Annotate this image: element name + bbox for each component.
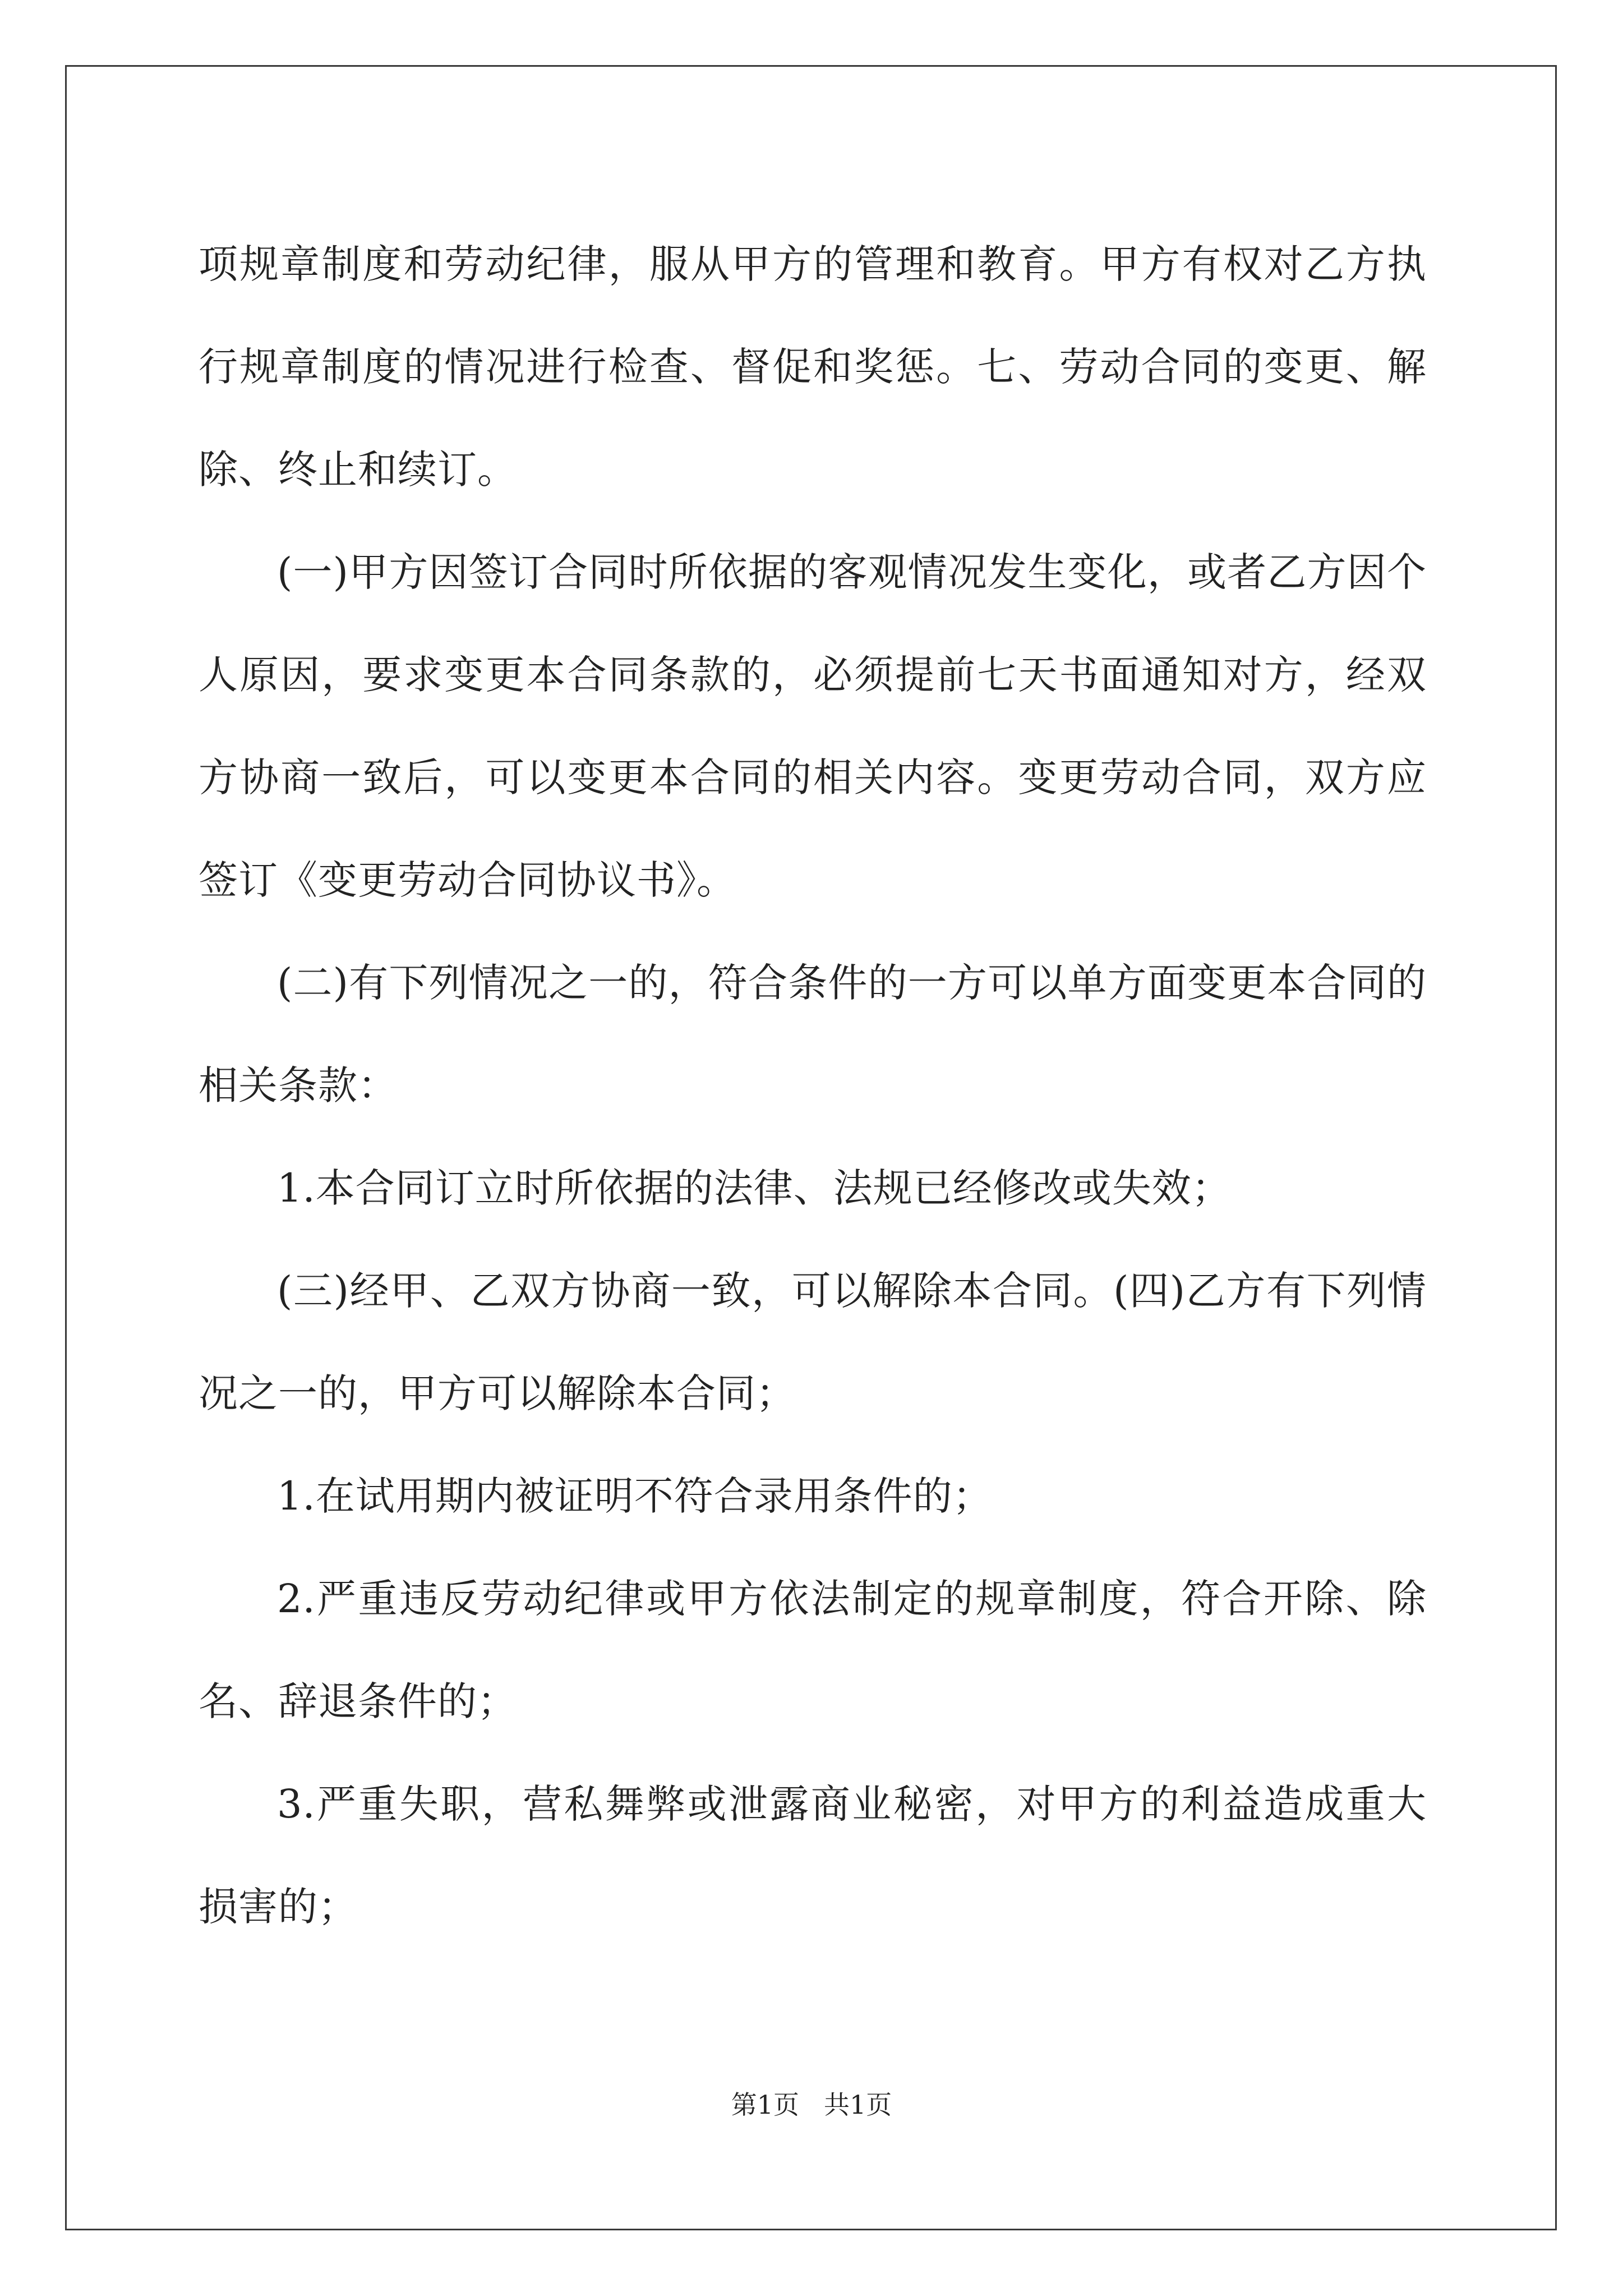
paragraph: 1.本合同订立时所依据的法律、法规已经修改或失效； <box>277 1165 1232 1211</box>
paragraph: 3.严重失职，营私舞弊或泄露商业秘密，对甲方的利益造成重大损害的； <box>199 1781 1427 1930</box>
document-body <box>199 213 1427 1958</box>
paragraph: 2.严重违反劳动纪律或甲方依法制定的规章制度，符合开除、除名、辞退条件的； <box>199 1576 1427 1724</box>
page-footer <box>0 2088 1623 2122</box>
paragraph: 项规章制度和劳动纪律，服从甲方的管理和教育。甲方有权对乙方执行规章制度的情况进行检查、督促和奖惩。七、劳动合同的变更、解除、终止和续订。 <box>199 241 1427 493</box>
paragraph: (三)经甲、乙双方协商一致，可以解除本合同。(四)乙方有下列情况之一的，甲方可以解除本合同； <box>199 1268 1427 1416</box>
page-total: 共1页 <box>823 2090 892 2120</box>
paragraph: 1.在试用期内被证明不符合录用条件的； <box>277 1473 993 1519</box>
paragraph: (一)甲方因签订合同时所依据的客观情况发生变化，或者乙方因个人原因，要求变更本合同条款的，必须提前七天书面通知对方，经双方协商一致后，可以变更本合同的相关内容。变更劳动合同，双方应签订《变更劳动合同协议书》。 <box>199 549 1427 903</box>
page-number: 第1页 <box>731 2090 800 2120</box>
paragraph: (二)有下列情况之一的，符合条件的一方可以单方面变更本合同的相关条款： <box>199 960 1427 1108</box>
